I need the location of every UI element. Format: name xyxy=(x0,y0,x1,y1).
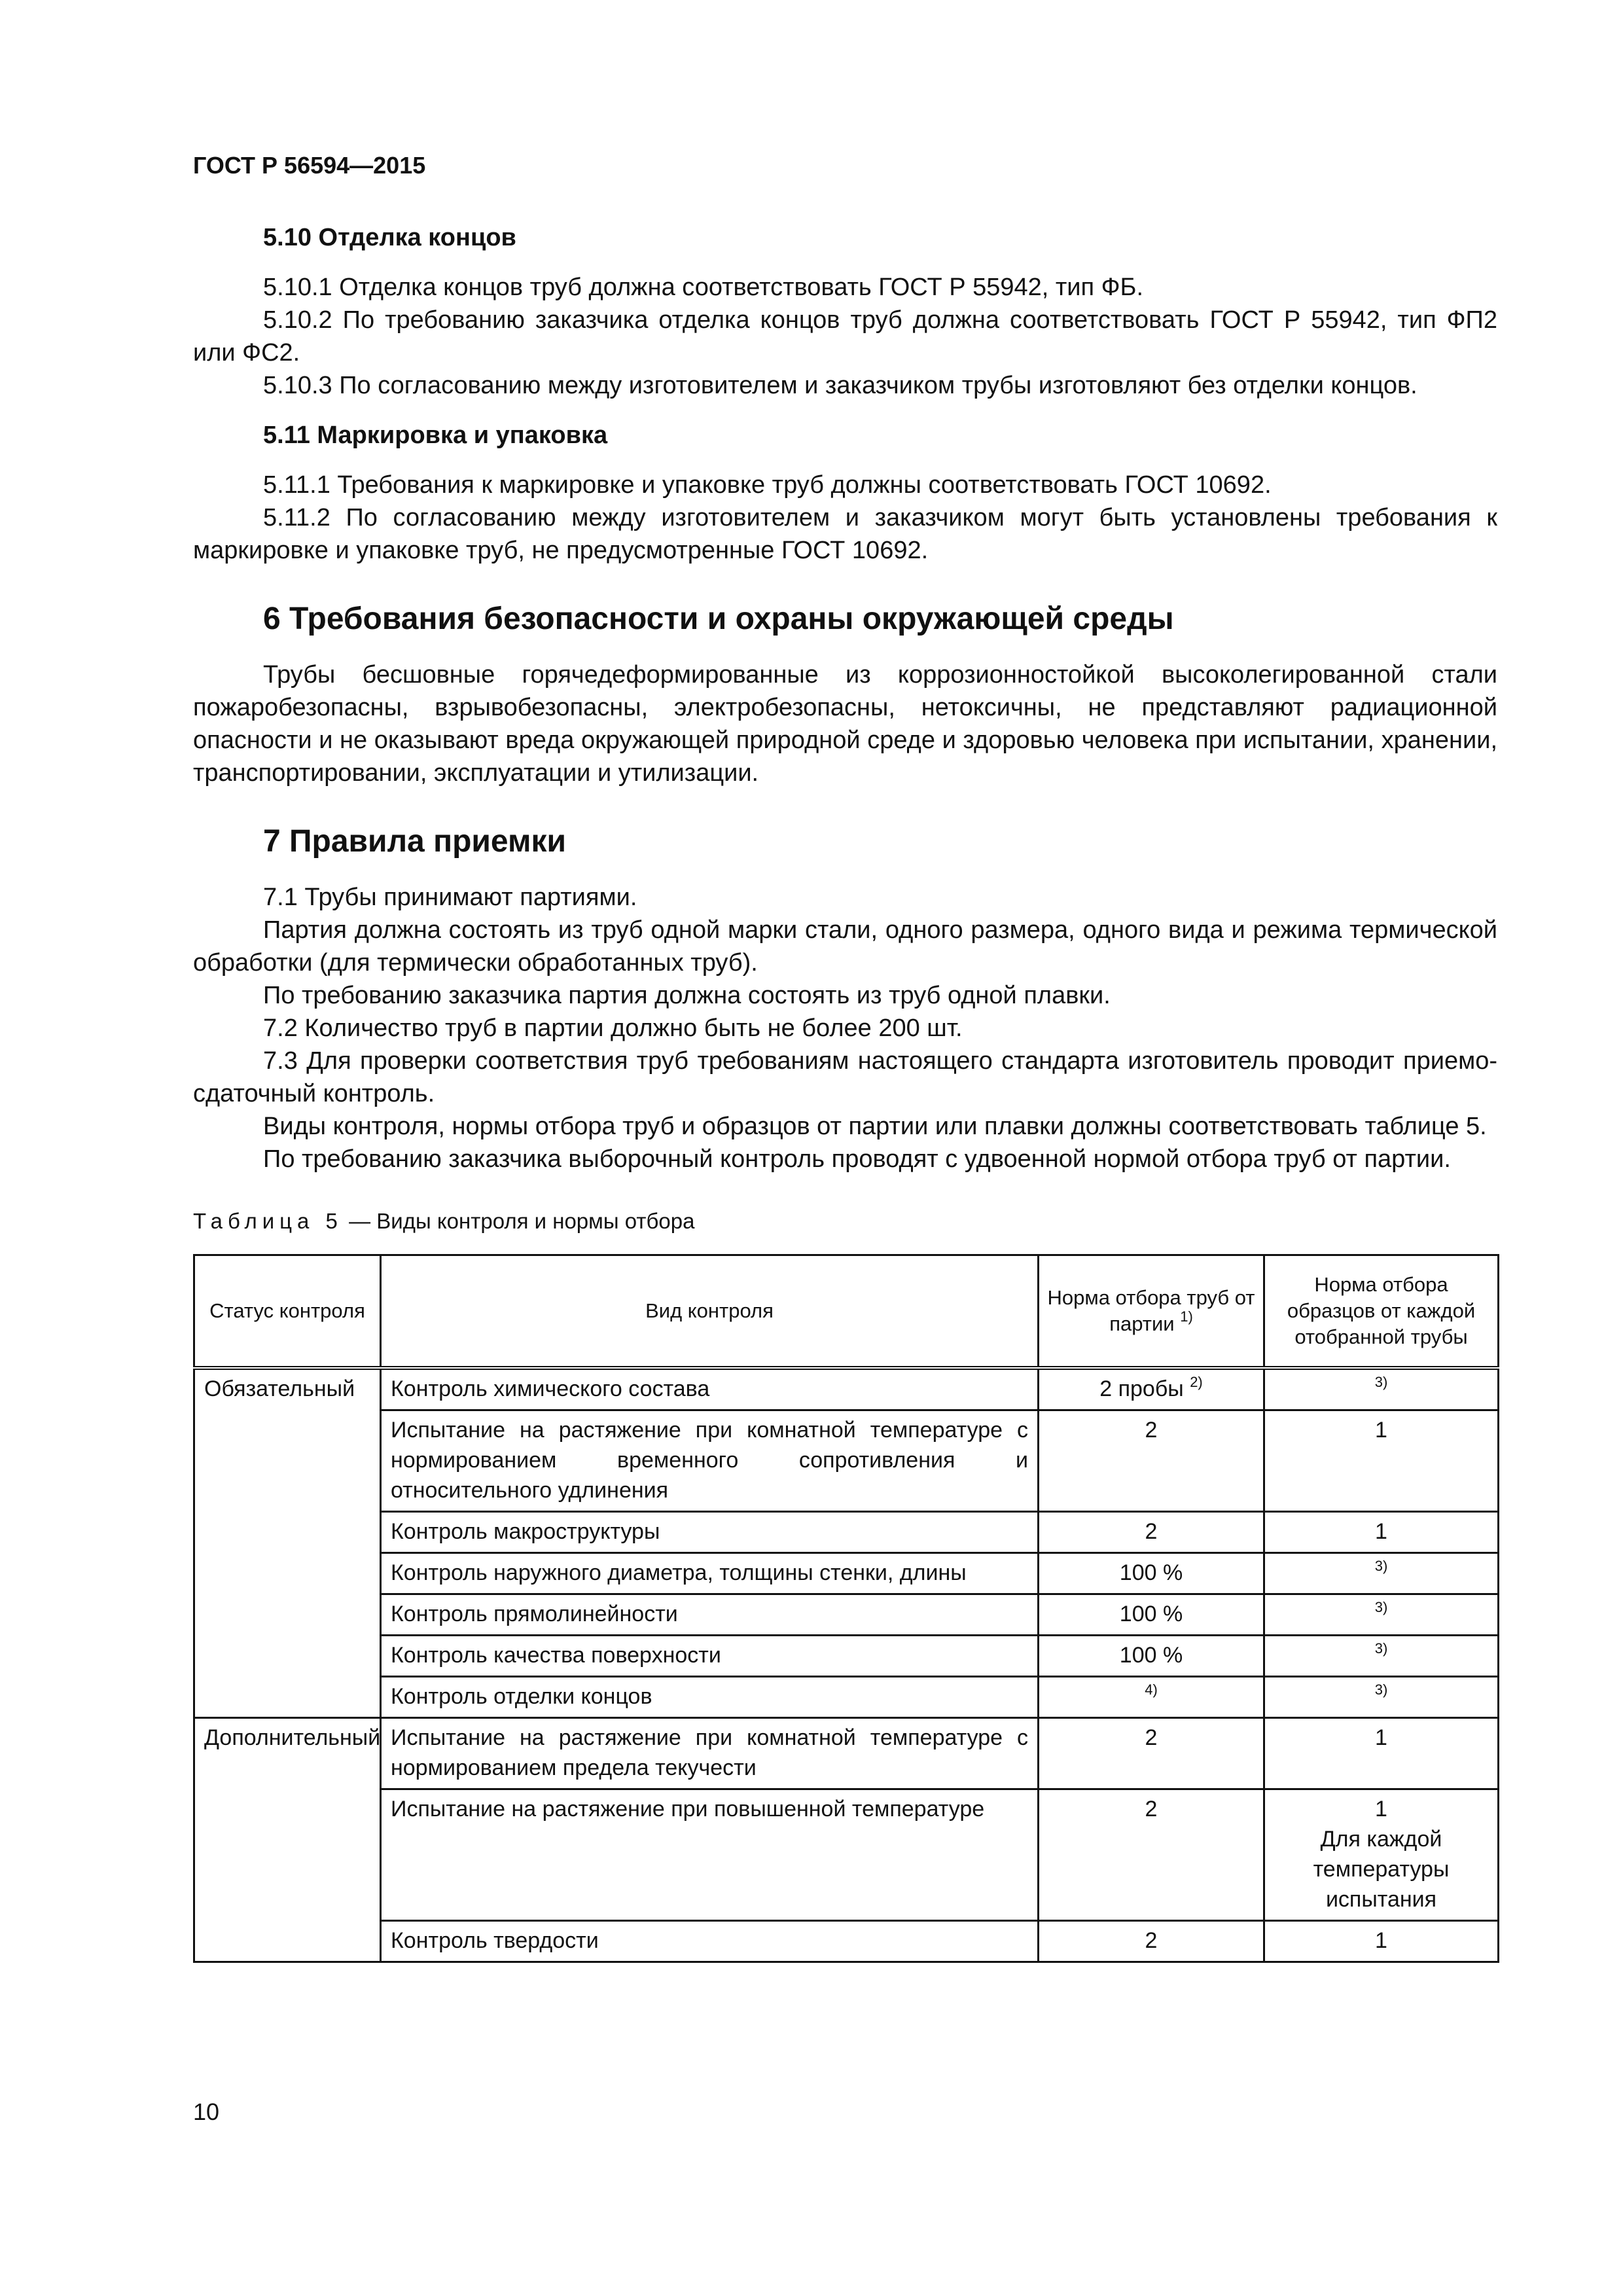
cell-control-kind: Контроль макроструктуры xyxy=(381,1512,1039,1553)
table-row xyxy=(194,1718,1499,1789)
paragraph-7-1-lot: Партия должна состоять из труб одной марки стали, одного размера, одного вида и режима термической обработки (для термически обработанных труб). xyxy=(193,916,1497,977)
cell-per-pipe-value: 1 xyxy=(1375,1519,1387,1544)
cell-per-lot xyxy=(1039,1368,1264,1410)
table-caption-label: Таблица 5 xyxy=(193,1209,343,1233)
paragraph-7-3-kinds: Виды контроля, нормы отбора труб и образцов от партии или плавки должны соответствовать таблице 5. xyxy=(263,1113,1487,1140)
cell-control-kind: Испытание на растяжение при комнатной температуре с нормированием предела текучести xyxy=(381,1718,1039,1789)
table-row xyxy=(194,1636,1499,1677)
table-row xyxy=(194,1553,1499,1594)
cell-per-pipe xyxy=(1264,1368,1499,1410)
cell-per-pipe xyxy=(1264,1553,1499,1594)
cell-control-kind: Контроль отделки концов xyxy=(381,1677,1039,1718)
cell-per-pipe xyxy=(1264,1789,1499,1921)
page-number: 10 xyxy=(193,2098,220,2125)
section-5-10-title: 5.10 Отделка концов xyxy=(263,224,516,251)
cell-note: Для каждой температуры испытания xyxy=(1313,1827,1450,1912)
cell-per-lot xyxy=(1039,1636,1264,1677)
paragraph-5-10-2: 5.10.2 По требованию заказчика отделка концов труб должна соответствовать ГОСТ Р 55942, тип ФП2 или ФС2. xyxy=(193,306,1497,367)
table-row xyxy=(194,1410,1499,1512)
page-content xyxy=(193,221,1497,1963)
paragraph-7-1: 7.1 Трубы принимают партиями. xyxy=(263,884,637,911)
paragraph-5-10-3: 5.10.3 По согласованию между изготовителем и заказчиком трубы изготовляют без отделки концов. xyxy=(263,372,1418,399)
table-body xyxy=(194,1368,1499,1962)
cell-per-lot xyxy=(1039,1677,1264,1718)
section-7-title: 7 Правила приемки xyxy=(263,824,567,859)
cell-status: Дополнительный xyxy=(194,1718,381,1962)
header-per-lot-text: Норма отбора труб от партии xyxy=(1047,1286,1255,1335)
cell-per-pipe-value: 1 xyxy=(1375,1797,1387,1821)
cell-per-lot-value: 100 % xyxy=(1119,1643,1183,1668)
table-row xyxy=(194,1512,1499,1553)
paragraph-7-3: 7.3 Для проверки соответствия труб требованиям настоящего стандарта изготовитель проводит приемо-сдаточный контроль. xyxy=(193,1047,1497,1107)
cell-per-lot-value: 2 xyxy=(1145,1519,1158,1544)
table-row xyxy=(194,1789,1499,1921)
cell-per-lot xyxy=(1039,1921,1264,1962)
table-row xyxy=(194,1921,1499,1962)
paragraph-7-3-sampling: По требованию заказчика выборочный контроль проводят с удвоенной нормой отбора труб от партии. xyxy=(263,1145,1451,1173)
cell-control-kind: Контроль наружного диаметра, толщины стенки, длины xyxy=(381,1553,1039,1594)
cell-control-kind: Контроль качества поверхности xyxy=(381,1636,1039,1677)
cell-per-pipe-value: 1 xyxy=(1375,1418,1387,1443)
cell-per-lot-value: 2 xyxy=(1145,1418,1158,1443)
footnote-ref: 3) xyxy=(1374,1681,1388,1698)
table-5 xyxy=(193,1254,1499,1963)
header-per-pipe: Норма отбора образцов от каждой отобранной трубы xyxy=(1264,1255,1499,1369)
cell-per-pipe xyxy=(1264,1512,1499,1553)
header-per-lot xyxy=(1039,1255,1264,1369)
cell-per-pipe xyxy=(1264,1677,1499,1718)
cell-control-kind: Контроль твердости xyxy=(381,1921,1039,1962)
cell-per-lot-value: 100 % xyxy=(1119,1560,1183,1585)
cell-per-lot-value: 100 % xyxy=(1119,1602,1183,1626)
cell-per-lot xyxy=(1039,1512,1264,1553)
footnote-ref: 3) xyxy=(1374,1599,1388,1615)
table-row xyxy=(194,1594,1499,1636)
cell-per-lot xyxy=(1039,1594,1264,1636)
cell-per-lot xyxy=(1039,1553,1264,1594)
cell-per-pipe-value: 1 xyxy=(1375,1928,1387,1953)
cell-status: Обязательный xyxy=(194,1368,381,1718)
cell-per-lot-value: 2 xyxy=(1145,1928,1158,1953)
cell-per-lot xyxy=(1039,1410,1264,1512)
cell-control-kind: Контроль прямолинейности xyxy=(381,1594,1039,1636)
cell-per-lot-value: 2 пробы xyxy=(1099,1376,1184,1401)
paragraph-7-2: 7.2 Количество труб в партии должно быть не более 200 шт. xyxy=(263,1014,963,1042)
cell-per-lot-value: 2 xyxy=(1145,1797,1158,1821)
cell-per-pipe xyxy=(1264,1921,1499,1962)
paragraph-5-10-1: 5.10.1 Отделка концов труб должна соответствовать ГОСТ Р 55942, тип ФБ. xyxy=(263,274,1144,301)
table-caption xyxy=(193,1207,1497,1236)
footnote-ref: 3) xyxy=(1374,1558,1388,1574)
paragraph-5-11-2: 5.11.2 По согласованию между изготовителем и заказчиком могут быть установлены требования к маркировке и упаковке труб, не предусмотренные ГОСТ 10692. xyxy=(193,504,1497,564)
paragraph-5-11-1: 5.11.1 Требования к маркировке и упаковке труб должны соответствовать ГОСТ 10692. xyxy=(263,471,1272,499)
header-kind: Вид контроля xyxy=(381,1255,1039,1369)
cell-control-kind: Испытание на растяжение при комнатной температуре с нормированием временного сопротивления и относительного удлинения xyxy=(381,1410,1039,1512)
table-header-row xyxy=(194,1255,1499,1369)
footnote-ref: 4) xyxy=(1145,1681,1158,1698)
table-row xyxy=(194,1677,1499,1718)
cell-per-pipe xyxy=(1264,1594,1499,1636)
cell-per-pipe xyxy=(1264,1410,1499,1512)
cell-per-lot-value: 2 xyxy=(1145,1725,1158,1750)
cell-control-kind: Испытание на растяжение при повышенной температуре xyxy=(381,1789,1039,1921)
cell-per-lot xyxy=(1039,1718,1264,1789)
section-5-11-title: 5.11 Маркировка и упаковка xyxy=(263,422,608,449)
footnote-ref: 3) xyxy=(1374,1374,1388,1390)
cell-per-pipe xyxy=(1264,1636,1499,1677)
table-caption-text: — Виды контроля и нормы отбора xyxy=(342,1209,695,1233)
footnote-ref: 1) xyxy=(1180,1308,1193,1325)
table-row xyxy=(194,1368,1499,1410)
document-code: ГОСТ Р 56594—2015 xyxy=(193,152,426,179)
cell-per-pipe-value: 1 xyxy=(1375,1725,1387,1750)
cell-per-lot xyxy=(1039,1789,1264,1921)
footnote-ref: 2) xyxy=(1190,1374,1203,1390)
cell-per-pipe xyxy=(1264,1718,1499,1789)
paragraph-7-1-heat: По требованию заказчика партия должна состоять из труб одной плавки. xyxy=(263,982,1111,1009)
cell-control-kind: Контроль химического состава xyxy=(381,1368,1039,1410)
footnote-ref: 3) xyxy=(1374,1640,1388,1657)
header-status: Статус контроля xyxy=(194,1255,381,1369)
section-6-title: 6 Требования безопасности и охраны окружающей среды xyxy=(263,601,1174,636)
paragraph-6: Трубы бесшовные горячедеформированные из коррозионностойкой высоколегированной стали пожаробезопасны, взрывобезопасны, электробезопасны, нетоксичны, не представляют радиационной опасности и не оказывают вреда окружающей природной среде и здоровью человека при испытании, хранении, транспортировании, эксплуатации и утилизации. xyxy=(193,661,1497,787)
